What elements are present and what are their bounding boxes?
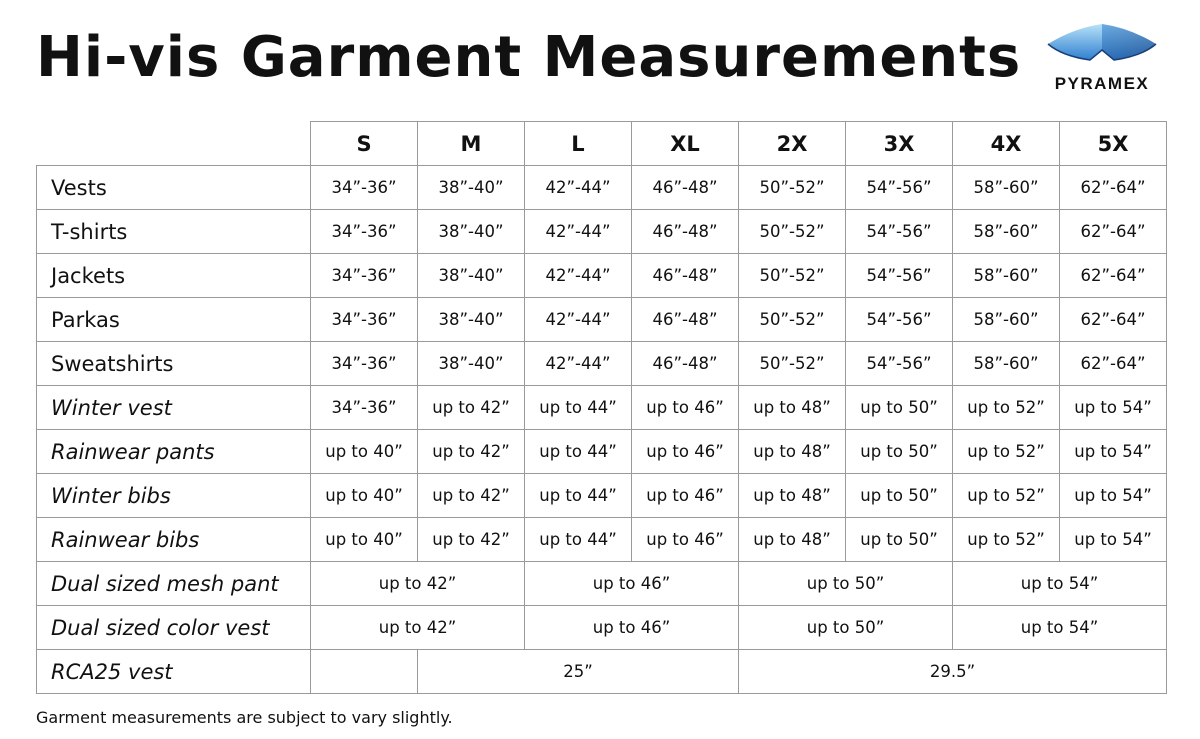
size-cell-4x: 58”-60”: [953, 298, 1060, 342]
size-cell-m: 38”-40”: [418, 342, 525, 386]
size-header-3x: 3X: [846, 122, 953, 166]
size-cell-l: up to 44”: [525, 518, 632, 562]
size-cell-3x: 54”-56”: [846, 298, 953, 342]
size-cell-4x: up to 52”: [953, 518, 1060, 562]
table-row-winter-vest: [37, 386, 1167, 430]
size-cell-3x: up to 50”: [846, 518, 953, 562]
table-row-rainwear-pants: [37, 430, 1167, 474]
pyramex-logo: [1032, 20, 1172, 98]
size-cell-l: 42”-44”: [525, 342, 632, 386]
table-row-vests: [37, 166, 1167, 210]
size-cell-3x: up to 50”: [846, 430, 953, 474]
size-cell-m: up to 42”: [418, 430, 525, 474]
table-row-sweatshirts: [37, 342, 1167, 386]
row-label: RCA25 vest: [37, 650, 311, 694]
size-cell-m: 38”-40”: [418, 254, 525, 298]
size-cell-5x: 62”-64”: [1060, 342, 1167, 386]
size-cell-s: 34”-36”: [311, 166, 418, 210]
size-cell-xl: up to 46”: [632, 430, 739, 474]
size-header-2x: 2X: [739, 122, 846, 166]
table-row-rainwear-bibs: [37, 518, 1167, 562]
table-row-dual-sized-mesh-pant: [37, 562, 1167, 606]
size-cell-2x: 50”-52”: [739, 298, 846, 342]
size-chart-table: [36, 121, 1167, 694]
footnote: Garment measurements are subject to vary slightly.: [36, 708, 453, 727]
size-header-row: [37, 122, 1167, 166]
size-header-l: L: [525, 122, 632, 166]
size-cell-5x: up to 54”: [1060, 474, 1167, 518]
table-row-dual-sized-color-vest: [37, 606, 1167, 650]
size-cell-xl: 46”-48”: [632, 210, 739, 254]
table-row-jackets: [37, 254, 1167, 298]
size-header-5x: 5X: [1060, 122, 1167, 166]
pyramex-logo-icon: [1044, 20, 1160, 76]
size-cell-l: 42”-44”: [525, 298, 632, 342]
table-row-winter-bibs: [37, 474, 1167, 518]
size-cell-5x: up to 54”: [1060, 386, 1167, 430]
size-cell-s: 34”-36”: [311, 254, 418, 298]
size-cell-4x: 58”-60”: [953, 210, 1060, 254]
size-cell-2x-3x: up to 50”: [739, 562, 953, 606]
logo-text: PYRAMEX: [1054, 74, 1150, 93]
size-cell-4x: 58”-60”: [953, 254, 1060, 298]
size-cell-s-m: up to 42”: [311, 562, 525, 606]
size-header-4x: 4X: [953, 122, 1060, 166]
size-cell-xl: up to 46”: [632, 386, 739, 430]
size-header-xl: XL: [632, 122, 739, 166]
row-label: T-shirts: [37, 210, 311, 254]
size-cell-l: 42”-44”: [525, 254, 632, 298]
row-label: Rainwear bibs: [37, 518, 311, 562]
row-label: Dual sized mesh pant: [37, 562, 311, 606]
size-cell-xl: 46”-48”: [632, 298, 739, 342]
size-cell-m-to-xl: 25”: [418, 650, 739, 694]
size-cell-xl: 46”-48”: [632, 254, 739, 298]
row-label: Dual sized color vest: [37, 606, 311, 650]
size-cell-3x: 54”-56”: [846, 254, 953, 298]
size-cell-s: 34”-36”: [311, 386, 418, 430]
size-cell-s-m: up to 42”: [311, 606, 525, 650]
page-title: Hi-vis Garment Measurements: [36, 25, 1022, 90]
size-cell-4x: up to 52”: [953, 430, 1060, 474]
size-cell-4x: up to 52”: [953, 474, 1060, 518]
size-cell-3x: 54”-56”: [846, 210, 953, 254]
size-cell-l: up to 44”: [525, 386, 632, 430]
size-cell-l: 42”-44”: [525, 210, 632, 254]
size-cell-2x: 50”-52”: [739, 342, 846, 386]
size-cell-2x-to-5x: 29.5”: [739, 650, 1167, 694]
size-cell-l: 42”-44”: [525, 166, 632, 210]
size-cell-m: up to 42”: [418, 474, 525, 518]
size-cell-2x-3x: up to 50”: [739, 606, 953, 650]
size-cell-2x: up to 48”: [739, 474, 846, 518]
size-cell-5x: up to 54”: [1060, 430, 1167, 474]
size-header-m: M: [418, 122, 525, 166]
table-row-parkas: [37, 298, 1167, 342]
row-label: Rainwear pants: [37, 430, 311, 474]
size-cell-4x-5x: up to 54”: [953, 606, 1167, 650]
size-cell-5x: 62”-64”: [1060, 254, 1167, 298]
size-cell-s: up to 40”: [311, 518, 418, 562]
size-cell-3x: up to 50”: [846, 386, 953, 430]
header-blank-cell: [37, 122, 311, 166]
size-cell-4x: up to 52”: [953, 386, 1060, 430]
table-row-t-shirts: [37, 210, 1167, 254]
size-cell-l-xl: up to 46”: [525, 606, 739, 650]
size-cell-2x: up to 48”: [739, 430, 846, 474]
size-cell-s: 34”-36”: [311, 298, 418, 342]
size-cell-2x: 50”-52”: [739, 166, 846, 210]
size-cell-m: 38”-40”: [418, 166, 525, 210]
size-cell-5x: 62”-64”: [1060, 166, 1167, 210]
size-cell-3x: 54”-56”: [846, 342, 953, 386]
row-label: Jackets: [37, 254, 311, 298]
size-cell-3x: up to 50”: [846, 474, 953, 518]
size-cell-s: up to 40”: [311, 430, 418, 474]
size-cell-m: 38”-40”: [418, 210, 525, 254]
size-cell-xl: up to 46”: [632, 518, 739, 562]
table-row-rca25-vest: [37, 650, 1167, 694]
size-cell-s: 34”-36”: [311, 342, 418, 386]
size-cell-xl: 46”-48”: [632, 342, 739, 386]
size-cell-2x: up to 48”: [739, 386, 846, 430]
size-cell-s: 34”-36”: [311, 210, 418, 254]
size-cell-2x: up to 48”: [739, 518, 846, 562]
size-cell-5x: up to 54”: [1060, 518, 1167, 562]
size-cell-l: up to 44”: [525, 430, 632, 474]
size-cell-m: up to 42”: [418, 386, 525, 430]
row-label: Winter vest: [37, 386, 311, 430]
size-cell-4x: 58”-60”: [953, 166, 1060, 210]
row-label: Vests: [37, 166, 311, 210]
size-cell-2x: 50”-52”: [739, 254, 846, 298]
size-cell-4x-5x: up to 54”: [953, 562, 1167, 606]
row-label: Parkas: [37, 298, 311, 342]
size-cell-4x: 58”-60”: [953, 342, 1060, 386]
row-label: Sweatshirts: [37, 342, 311, 386]
size-cell-2x: 50”-52”: [739, 210, 846, 254]
size-cell-xl: 46”-48”: [632, 166, 739, 210]
size-cell-m: 38”-40”: [418, 298, 525, 342]
size-cell-l: up to 44”: [525, 474, 632, 518]
size-cell-s: [311, 650, 418, 694]
size-cell-s: up to 40”: [311, 474, 418, 518]
size-cell-5x: 62”-64”: [1060, 210, 1167, 254]
size-cell-xl: up to 46”: [632, 474, 739, 518]
size-header-s: S: [311, 122, 418, 166]
row-label: Winter bibs: [37, 474, 311, 518]
size-cell-5x: 62”-64”: [1060, 298, 1167, 342]
size-cell-m: up to 42”: [418, 518, 525, 562]
size-cell-l-xl: up to 46”: [525, 562, 739, 606]
size-cell-3x: 54”-56”: [846, 166, 953, 210]
